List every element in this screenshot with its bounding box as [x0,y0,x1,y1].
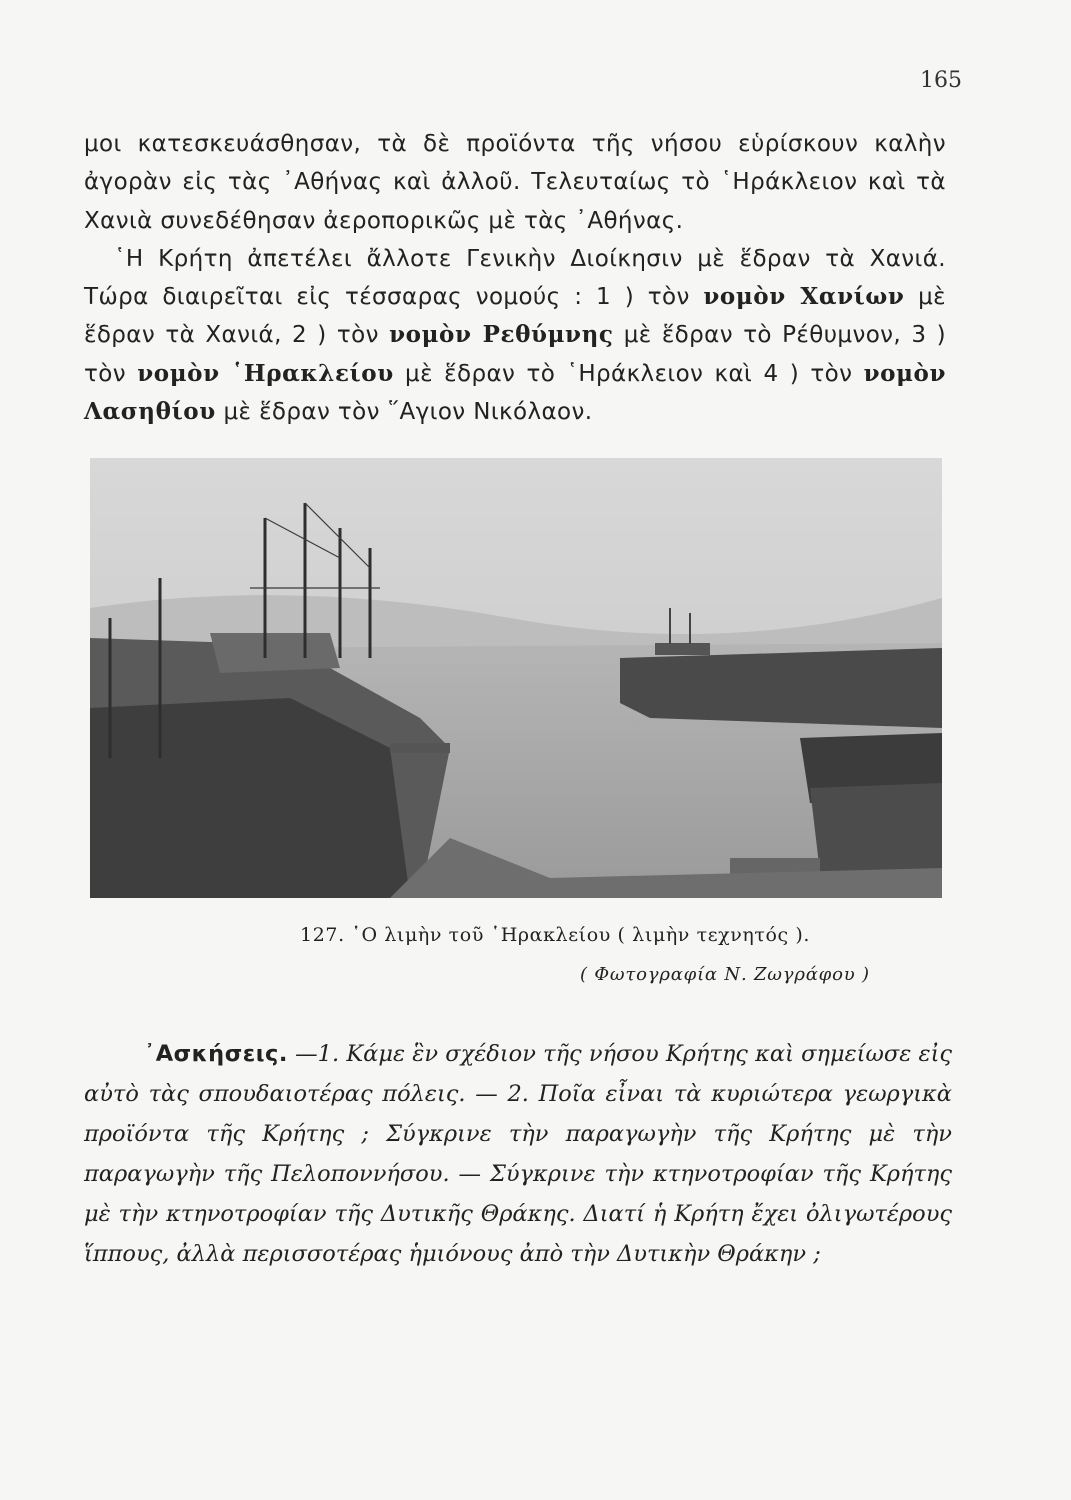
paragraph-1: μοι κατεσκευάσθησαν, τὰ δὲ προϊόντα τῆς νήσου εὑρίσκουν καλὴν ἀγορὰν εἰς τὰς ᾿Αθήνας καὶ ἀλλοῦ. Τελευταίως τὸ ῾Ηράκλειον καὶ τὰ Χανιὰ συνεδέθησαν ἀεροπορικῶς μὲ τὰς ᾿Αθήνας. [84,131,946,234]
harbor-photo-illustration [90,458,942,898]
exercises-paragraph [84,1034,952,1274]
photo-credit: ( Φωτογραφία Ν. Ζωγράφου ) [580,964,870,985]
exercises-title: ᾿Ασκήσεις. [144,1041,288,1067]
harbor-photo [90,458,942,898]
body-text [84,125,946,431]
para2-seg3: μὲ ἕδραν τὸ Ρέθυμνον, 3 ) τὸν [84,322,946,387]
para2-seg4: μὲ ἕδραν τὸ ῾Ηράκλειον καὶ 4 ) τὸν [393,360,864,387]
nomos-chanion: νομὸν Χανίων [703,283,905,311]
figure-caption: 127. ῾Ο λιμὴν τοῦ ῾Ηρακλείου ( λιμὴν τεχνητός ). [300,924,811,946]
page-number: 165 [920,68,962,93]
nomos-irakleiou: νομὸν ῾Ηρακλείου [137,359,394,387]
para2-intro: ῾Η Κρήτη ἀπετέλει ἄλλοτε Γενικὴν Διοίκησιν μὲ ἕδραν τὰ Χανιά. Τώρα διαιρεῖται εἰς τέσσαρας νομούς : 1 ) τὸν [84,245,946,311]
exercises-text: —1. Κάμε ἓν σχέδιον τῆς νήσου Κρήτης καὶ σημείωσε εἰς αὐτὸ τὰς σπουδαιοτέρας πόλεις. — 2. Ποῖα εἶναι τὰ κυριώτερα γεωργικὰ προϊόντα τῆς Κρήτης ; Σύγκρινε τὴν παραγωγὴν τῆς Κρήτης μὲ τὴν παραγωγὴν τῆς Πελοποννήσου. — Σύγκρινε τὴν κτηνοτροφίαν τῆς Κρήτης μὲ τὴν κτηνοτροφίαν τῆς Δυτικῆς Θράκης. Διατί ἡ Κρήτη ἔχει ὀλιγωτέρους ἵππους, ἀλλὰ περισσοτέρας ἡμιόνους ἀπὸ τὴν Δυτικὴν Θράκην ; [84,1041,952,1267]
para2-seg2: μὲ ἕδραν τὰ Χανιά, 2 ) τὸν [84,284,946,349]
exercises-section [84,1034,952,1274]
paragraph-2 [84,240,946,431]
nomos-rethymnis: νομὸν Ρεθύμνης [389,321,614,349]
nomos-lasithiou: νομὸν Λασηθίου [84,359,947,426]
para2-seg5: μὲ ἕδραν τὸν ῞Αγιον Νικόλαον. [215,399,593,426]
